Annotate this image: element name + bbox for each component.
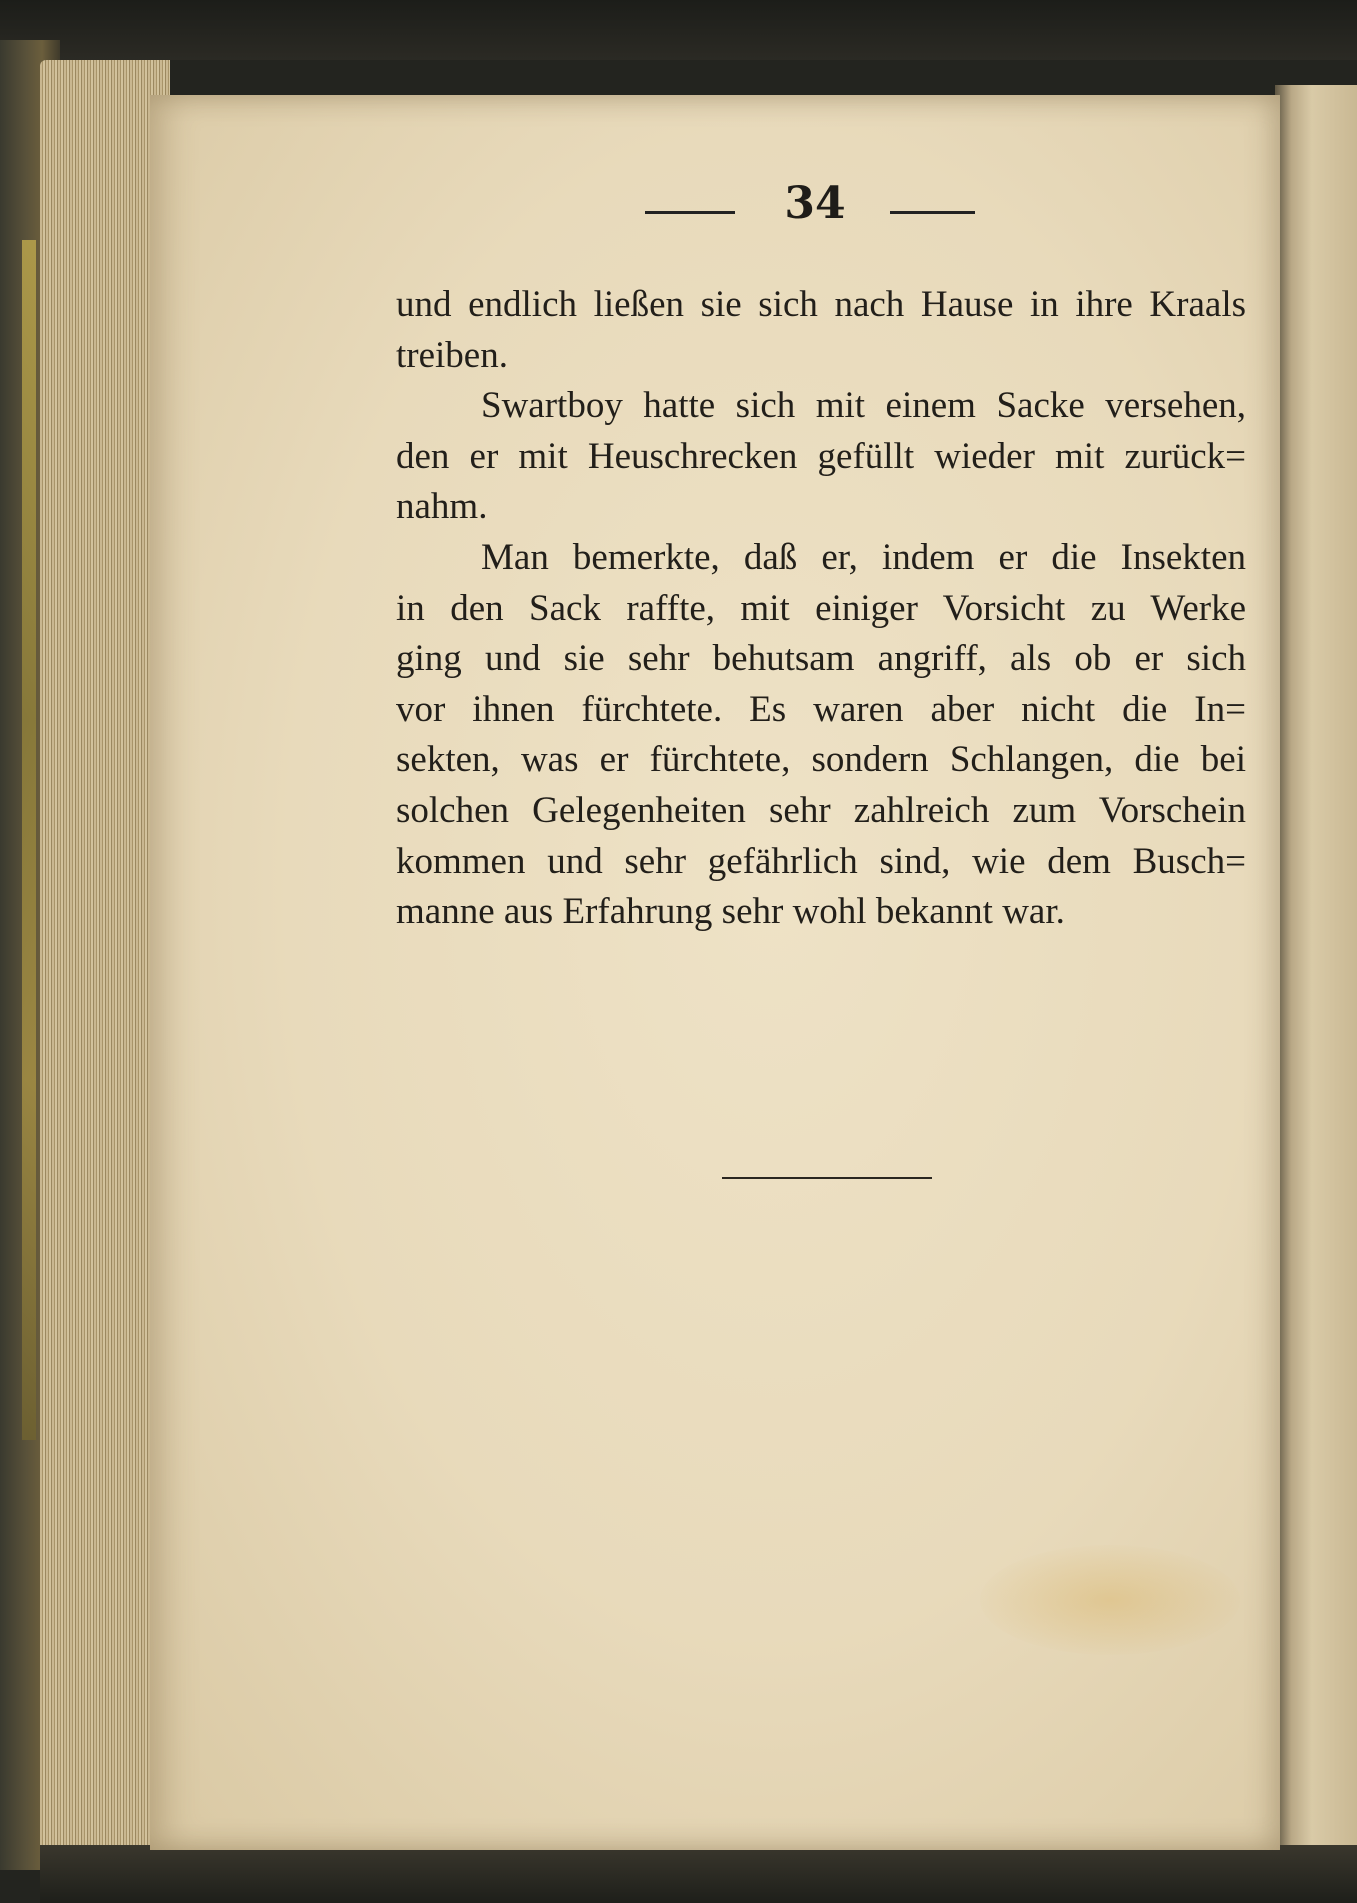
text-line: nahm. xyxy=(396,486,488,528)
text-line: Swartboy hatte sich mit einem Sacke versehen, xyxy=(481,385,1246,427)
header-rule-left xyxy=(645,211,735,214)
text-line: kommen und sehr gefährlich sind, wie dem Busch= xyxy=(396,840,1246,882)
text-line: treiben. xyxy=(396,334,508,376)
cover-strip xyxy=(22,240,36,1440)
paragraph-3 xyxy=(396,533,1246,938)
text-line: Man bemerkte, daß er, indem er die Insekten xyxy=(481,536,1246,578)
background-top-edge xyxy=(0,0,1357,60)
header-rule-right xyxy=(890,211,975,214)
text-line: manne aus Erfahrung sehr wohl bekannt war. xyxy=(396,891,1065,933)
text-line: solchen Gelegenheiten sehr zahlreich zum Vorschein xyxy=(396,789,1246,831)
page-number: 34 xyxy=(784,178,846,229)
text-line: ging und sie sehr behutsam angriff, als ob er sich xyxy=(396,638,1246,680)
paragraph-2 xyxy=(396,381,1246,533)
paper-stain xyxy=(980,1545,1240,1655)
text-line: vor ihnen fürchtete. Es waren aber nicht die In= xyxy=(396,688,1246,730)
text-line: und endlich ließen sie sich nach Hause in ihre Kraals xyxy=(396,284,1246,325)
body-text xyxy=(396,280,1246,938)
paragraph-1 xyxy=(396,280,1246,381)
text-line: den er mit Heuschrecken gefüllt wieder mit zurück= xyxy=(396,435,1246,477)
text-line: in den Sack raffte, mit einiger Vorsicht zu Werke xyxy=(396,587,1246,629)
text-line: sekten, was er fürchtete, sondern Schlangen, die bei xyxy=(396,739,1246,781)
background-bottom-edge xyxy=(40,1845,1357,1903)
chapter-end-rule xyxy=(722,1177,932,1179)
right-gutter xyxy=(1275,85,1357,1875)
